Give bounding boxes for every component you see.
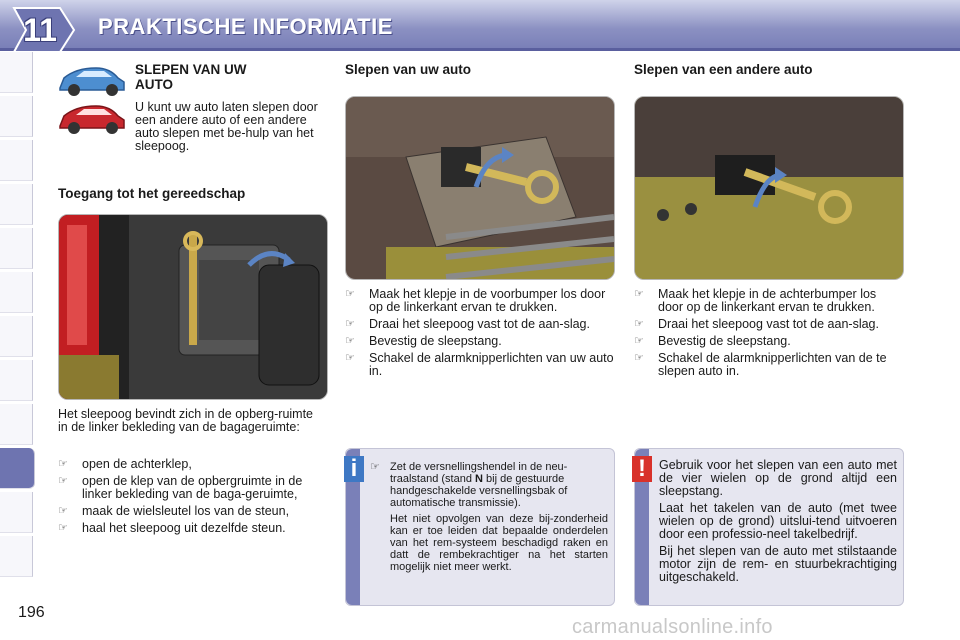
list-item: ☞ Schakel de alarmknipperlichten van de te slepen auto in.	[634, 351, 887, 378]
info-note: ☞ Zet de versnellingshendel in de neu-traalstand (stand N bij de gestuurde handgeschakelde versnellingsbak of automatische transmissie). Het niet opvolgen van deze bij-zonderheid kan er toe leiden dat bepaalde onderdelen van het rem-systeem beschadigd raken en datt de rembekrachtiger na het starten mogelijk niet meer werkt.	[370, 461, 608, 573]
list-item: ☞ Schakel de alarmknipperlichten van uw auto in.	[345, 351, 614, 378]
info-box	[345, 448, 615, 606]
chapter-tab[interactable]	[0, 96, 33, 137]
chapter-tab[interactable]	[0, 140, 33, 181]
warning-icon: !	[632, 456, 652, 482]
list-item: ☞ open de klep van de opbergruimte in de linker bekleding van de baga-geruimte,	[58, 474, 303, 501]
chapter-tab[interactable]	[0, 360, 33, 401]
tow-other-title: Slepen van een andere auto	[634, 62, 813, 77]
blue-car-icon	[56, 62, 128, 98]
chapter-tab[interactable]	[0, 492, 33, 533]
chapter-tab[interactable]	[0, 184, 33, 225]
chapter-tab[interactable]	[0, 316, 33, 357]
front-bumper-photo	[345, 96, 615, 280]
page-title: PRAKTISCHE INFORMATIE	[98, 14, 393, 39]
list-item: ☞ open de achterklep,	[58, 457, 192, 471]
list-item: ☞ Bevestig de sleepstang.	[634, 334, 791, 348]
chapter-tab[interactable]	[0, 272, 33, 313]
list-item: ☞ Draai het sleepoog vast tot de aan-slag.	[634, 317, 879, 331]
warning-text: Gebruik voor het slepen van een auto met de vier wielen op de grond altijd een sleepstang. Laat het takelen van de auto (met twee wielen op de grond) uitslui-tend uitvoeren door een professio-neel takelbedrijf. Bij het slepen van de auto met stilstaande motor zijn de rem- en stuurbekrachtiging uitgeschakeld.	[659, 458, 897, 584]
page-number: 196	[18, 604, 45, 621]
access-text: Het sleepoog bevindt zich in de opberg-ruimte in de linker bekleding van de bagageruimte:	[58, 407, 314, 434]
chapter-badge	[8, 6, 78, 56]
list-item: ☞ Bevestig de sleepstang.	[345, 334, 502, 348]
access-steps	[58, 458, 326, 539]
chapter-tab[interactable]	[0, 228, 33, 269]
chapter-number: 11	[23, 12, 57, 48]
list-item: ☞ Maak het klepje in de achterbumper los door op de linkerkant ervan te drukken.	[634, 287, 877, 314]
chapter-tab[interactable]	[0, 536, 33, 577]
chapter-tab[interactable]	[0, 52, 33, 93]
list-item: ☞ haal het sleepoog uit dezelfde steun.	[58, 521, 286, 535]
list-item: ☞ maak de wielsleutel los van de steun,	[58, 504, 290, 518]
warning-box	[634, 448, 904, 606]
rear-bumper-photo	[634, 96, 904, 280]
section-title-towing: SLEPEN VAN UW AUTO	[135, 62, 247, 92]
access-title: Toegang tot het gereedschap	[58, 186, 246, 201]
chapter-tab[interactable]	[0, 404, 33, 445]
header-divider	[0, 48, 960, 51]
info-icon: i	[344, 456, 364, 482]
tow-own-steps	[345, 288, 615, 382]
tow-own-title: Slepen van uw auto	[345, 62, 472, 77]
watermark: carmanualsonline.info	[572, 616, 773, 638]
list-item: ☞ Maak het klepje in de voorbumper los door op de linkerkant ervan te drukken.	[345, 287, 606, 314]
chapter-tab-active[interactable]	[0, 448, 35, 489]
tow-other-steps	[634, 288, 904, 382]
list-item: ☞ Draai het sleepoog vast tot de aan-slag.	[345, 317, 590, 331]
red-car-icon	[56, 100, 128, 136]
intro-text: U kunt uw auto laten slepen door een andere auto of een andere auto slepen met be-hulp van het sleepoog.	[135, 100, 318, 153]
trunk-photo	[58, 214, 328, 400]
